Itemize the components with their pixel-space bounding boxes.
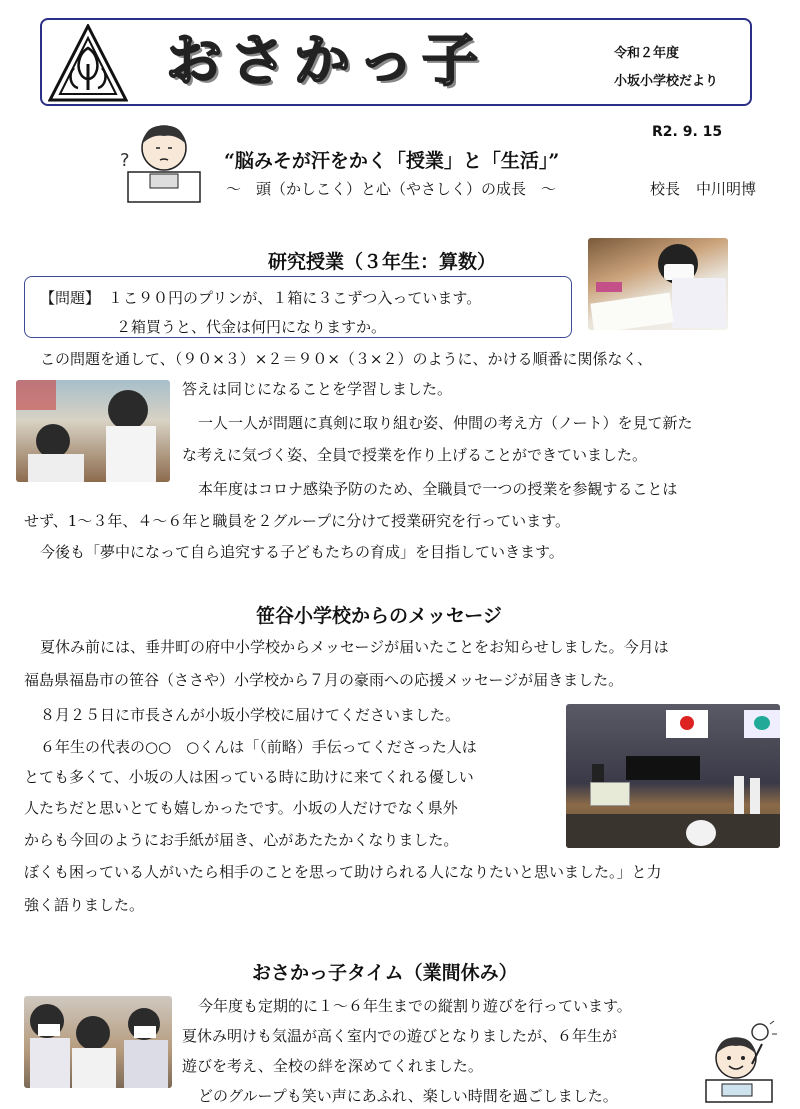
s1-paragraph-line: この問題を通して、（９０×３）×２＝９０×（３×２）のように、かける順番に関係なく、 bbox=[40, 350, 653, 368]
problem-label: 【問題】 bbox=[40, 289, 101, 307]
s3-paragraph-line: 夏休み明けも気温が高く室内での遊びとなりましたが、６年生が bbox=[182, 1027, 618, 1045]
issue-date: R2. 9. 15 bbox=[652, 124, 723, 140]
idea-student-icon bbox=[700, 1020, 780, 1104]
problem-line-2: ２箱買うと、代金は何円になりますか。 bbox=[116, 318, 387, 336]
photo-stage-ceremony bbox=[566, 704, 780, 848]
s3-paragraph-line: どのグループも笑い声にあふれ、楽しい時間を過ごしました。 bbox=[198, 1087, 618, 1105]
s2-paragraph-line: ８月２５日に市長さんが小坂小学校に届けてくださいました。 bbox=[40, 706, 461, 724]
s2-paragraph-line: 人たちだと思いとても嬉しかったです。小坂の人だけでなく県外 bbox=[24, 799, 458, 817]
s3-paragraph-line: 今年度も定期的に１～６年生までの縦割り遊びを行っています。 bbox=[198, 997, 632, 1015]
section-heading-research-lesson: 研究授業（３年生：算数） bbox=[268, 251, 497, 273]
principal-name: 中川明博 bbox=[696, 180, 757, 198]
s1-paragraph-line: 一人一人が問題に真剣に取り組む姿、仲間の考え方（ノート）を見て新た bbox=[198, 414, 693, 432]
school-emblem-icon bbox=[48, 24, 128, 102]
s2-paragraph-line: からも今回のようにお手紙が届き、心があたたかくなりました。 bbox=[24, 831, 459, 849]
s1-paragraph-line: 本年度はコロナ感染予防のため、全職員で一つの授業を参観することは bbox=[198, 480, 678, 498]
photo-student-writing bbox=[588, 238, 728, 330]
s2-paragraph-line: 夏休み前には、垂井町の府中小学校からメッセージが届いたことをお知らせしました。今月は bbox=[40, 638, 669, 656]
s2-paragraph-line: 福島県福島市の笹谷（ささや）小学校から７月の豪雨への応援メッセージが届きました。 bbox=[24, 671, 624, 689]
principal-title: 校長 bbox=[650, 180, 681, 198]
newsletter-subtitle: 小坂小学校だより bbox=[614, 74, 719, 89]
lead-title: “脳みそが汗をかく「授業」と「生活」” bbox=[224, 150, 560, 172]
thinking-student-icon bbox=[116, 118, 208, 204]
s2-paragraph-line: ぼくも困っている人がいたら相手のことを思って助けられる人になりたいと思いました。」と力 bbox=[24, 863, 662, 881]
s1-paragraph-line: 今後も「夢中になって自ら追究する子どもたちの育成」を目指していきます。 bbox=[40, 543, 564, 561]
newsletter-title: おさかっ子 bbox=[166, 29, 486, 94]
section-heading-break-time: おさかっ子タイム（業間休み） bbox=[252, 962, 518, 984]
section-heading-message: 笹谷小学校からのメッセージ bbox=[256, 605, 502, 627]
lead-subtitle: ～ 頭（かしこく）と心（やさしく）の成長 ～ bbox=[226, 180, 557, 198]
s1-paragraph-line: 答えは同じになることを学習しました。 bbox=[182, 380, 453, 398]
photo-classroom bbox=[16, 380, 170, 482]
problem-line-1: １こ９０円のプリンが、１箱に３こずつ入っています。 bbox=[108, 289, 482, 307]
s2-paragraph-line: ６年生の代表の○○ ○くんは「（前略）手伝ってくださった人は bbox=[40, 738, 477, 756]
s1-paragraph-line: な考えに気づく姿、全員で授業を作り上げることができていました。 bbox=[182, 446, 648, 464]
photo-group-play bbox=[24, 996, 172, 1088]
svg-text:?: ? bbox=[120, 150, 130, 171]
s2-paragraph-line: 強く語りました。 bbox=[24, 896, 145, 914]
s1-paragraph-line: せず、1～３年、４～６年と職員を２グループに分けて授業研究を行っています。 bbox=[24, 512, 570, 530]
s3-paragraph-line: 遊びを考え、全校の絆を深めてくれました。 bbox=[182, 1057, 483, 1075]
fiscal-year: 令和２年度 bbox=[614, 46, 680, 61]
s2-paragraph-line: とても多くて、小坂の人は困っている時に助けに来てくれる優しい bbox=[24, 768, 474, 786]
